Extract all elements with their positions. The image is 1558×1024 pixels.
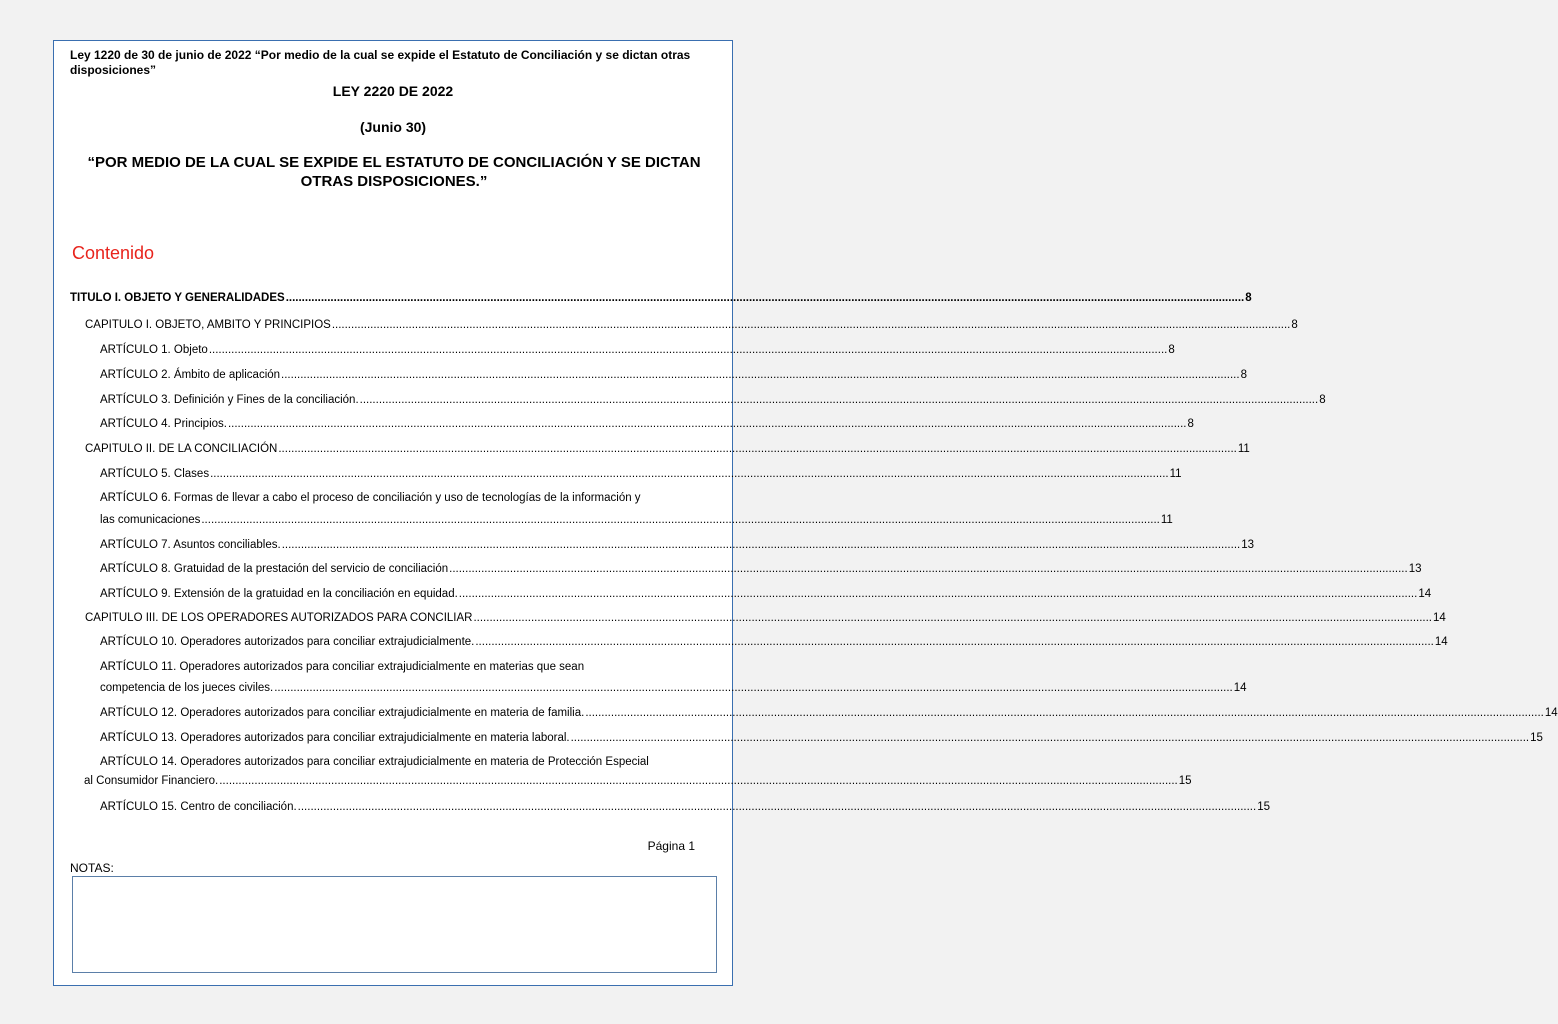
toc-entry-titulo-1[interactable] xyxy=(70,291,1252,306)
toc-leader-dots: ............................................................................................................................................................................................................................................................................................................ xyxy=(473,612,1432,624)
toc-entry-capitulo-2[interactable] xyxy=(85,442,1250,457)
toc-leader-dots: ............................................................................................................................................................................................................................................................................................................ xyxy=(208,344,1168,356)
main-title-line-2: OTRAS DISPOSICIONES.” xyxy=(300,173,488,190)
toc-entry-text: TITULO I. OBJETO Y GENERALIDADES xyxy=(70,292,285,304)
toc-entry-articulo-13[interactable] xyxy=(100,731,1543,746)
toc-entry-page: 11 xyxy=(1237,443,1250,455)
toc-entry-articulo-10[interactable] xyxy=(100,635,1448,650)
toc-entry-page: 8 xyxy=(1168,344,1175,356)
toc-leader-dots: ............................................................................................................................................................................................................................................................................................................ xyxy=(285,292,1245,304)
toc-entry-text: ARTÍCULO 5. Clases xyxy=(100,468,210,480)
toc-entry-page: 8 xyxy=(1240,369,1247,381)
toc-leader-dots: ............................................................................................................................................................................................................................................................................................................ xyxy=(449,563,1408,575)
toc-entry-articulo-1[interactable] xyxy=(100,343,1175,358)
toc-entry-page: 8 xyxy=(1245,292,1252,304)
toc-entry-page: 15 xyxy=(1257,801,1270,813)
toc-entry-text: ARTÍCULO 13. Operadores autorizados para conciliar extrajudicialmente en materia laboral. xyxy=(100,732,570,744)
toc-leader-dots: ............................................................................................................................................................................................................................................................................................................ xyxy=(227,418,1187,430)
toc-entry-text: ARTÍCULO 14. Operadores autorizados para conciliar extrajudicialmente en materia de Protección Especial xyxy=(100,756,649,768)
toc-entry-articulo-12[interactable] xyxy=(100,706,1558,721)
toc-entry-capitulo-3[interactable] xyxy=(85,611,1446,626)
toc-entry-page: 15 xyxy=(1530,732,1543,744)
toc-entry-page: 11 xyxy=(1169,468,1182,480)
toc-leader-dots: ............................................................................................................................................................................................................................................................................................................ xyxy=(278,443,1237,455)
toc-entry-text: ARTÍCULO 7. Asuntos conciliables. xyxy=(100,539,281,551)
toc-entry-text-continued: al Consumidor Financiero. xyxy=(84,775,219,787)
toc-leader-dots: ............................................................................................................................................................................................................................................................................................................ xyxy=(359,394,1319,406)
toc-entry-text: ARTÍCULO 3. Definición y Fines de la conciliación. xyxy=(100,394,359,406)
toc-entry-articulo-3[interactable] xyxy=(100,393,1326,408)
toc-entry-text: CAPITULO II. DE LA CONCILIACIÓN xyxy=(85,443,278,455)
toc-entry-articulo-8[interactable] xyxy=(100,562,1422,577)
toc-entry-articulo-7[interactable] xyxy=(100,538,1255,553)
toc-entry-text: ARTÍCULO 6. Formas de llevar a cabo el proceso de conciliación y uso de tecnologías de la información y xyxy=(100,492,641,504)
law-title: LEY 2220 DE 2022 xyxy=(332,83,454,99)
toc-entry-articulo-15[interactable] xyxy=(100,800,1270,815)
law-date: (Junio 30) xyxy=(359,119,427,135)
toc-entry-page: 13 xyxy=(1241,539,1255,551)
main-title xyxy=(74,153,714,191)
toc-leader-dots: ............................................................................................................................................................................................................................................................................................................ xyxy=(219,775,1178,787)
toc-entry-text: ARTÍCULO 11. Operadores autorizados para conciliar extrajudicialmente en materias que sean xyxy=(100,661,585,673)
toc-entry-articulo-14[interactable] xyxy=(84,755,1192,789)
notes-label: NOTAS: xyxy=(70,861,114,875)
toc-entry-page: 8 xyxy=(1291,319,1298,331)
toc-entry-page: 14 xyxy=(1418,588,1432,600)
toc-leader-dots: ............................................................................................................................................................................................................................................................................................................ xyxy=(585,707,1544,719)
toc-entry-text: ARTÍCULO 8. Gratuidad de la prestación del servicio de conciliación xyxy=(100,563,449,575)
toc-entry-page: 14 xyxy=(1233,682,1247,694)
toc-entry-text: ARTÍCULO 10. Operadores autorizados para conciliar extrajudicialmente. xyxy=(100,636,475,648)
toc-leader-dots: ............................................................................................................................................................................................................................................................................................................ xyxy=(201,514,1160,526)
toc-entry-page: 11 xyxy=(1160,514,1173,526)
toc-entry-text-continued: competencia de los jueces civiles. xyxy=(100,682,274,694)
toc-entry-text: ARTÍCULO 2. Ámbito de aplicación xyxy=(100,369,281,381)
toc-entry-text: ARTÍCULO 4. Principios. xyxy=(100,418,227,430)
toc-entry-page: 14 xyxy=(1544,707,1558,719)
toc-leader-dots: ............................................................................................................................................................................................................................................................................................................ xyxy=(570,732,1530,744)
toc-entry-articulo-9[interactable] xyxy=(100,587,1432,602)
main-title-line-1: “POR MEDIO DE LA CUAL SE EXPIDE EL ESTATUTO DE CONCILIACIÓN Y SE DICTAN xyxy=(87,154,701,171)
document-page xyxy=(53,40,1558,986)
toc-entry-text: ARTÍCULO 9. Extensión de la gratuidad en la conciliación en equidad. xyxy=(100,588,458,600)
toc-leader-dots: ............................................................................................................................................................................................................................................................................................................ xyxy=(297,801,1257,813)
running-header-line-2: disposiciones” xyxy=(70,63,157,77)
toc-leader-dots: ............................................................................................................................................................................................................................................................................................................ xyxy=(210,468,1169,480)
toc-leader-dots: ............................................................................................................................................................................................................................................................................................................ xyxy=(331,319,1291,331)
toc-entry-articulo-5[interactable] xyxy=(100,467,1182,482)
toc-entry-articulo-2[interactable] xyxy=(100,368,1247,383)
toc-entry-text-continued: las comunicaciones xyxy=(100,514,201,526)
toc-entry-capitulo-1[interactable] xyxy=(85,318,1298,333)
toc-leader-dots: ............................................................................................................................................................................................................................................................................................................ xyxy=(281,539,1241,551)
running-header xyxy=(70,48,720,78)
toc-entry-page: 14 xyxy=(1433,612,1446,624)
toc-entry-page: 15 xyxy=(1178,775,1192,787)
toc-leader-dots: ............................................................................................................................................................................................................................................................................................................ xyxy=(475,636,1434,648)
toc-entry-page: 8 xyxy=(1319,394,1326,406)
notes-box[interactable] xyxy=(72,876,717,973)
toc-leader-dots: ............................................................................................................................................................................................................................................................................................................ xyxy=(281,369,1240,381)
toc-entry-page: 13 xyxy=(1408,563,1422,575)
running-header-line-1: Ley 1220 de 30 de junio de 2022 “Por medio de la cual se expide el Estatuto de Conciliación y se dictan otras xyxy=(70,48,691,62)
toc-entry-articulo-11[interactable] xyxy=(100,660,1247,696)
toc-leader-dots: ............................................................................................................................................................................................................................................................................................................ xyxy=(274,682,1233,694)
contents-heading: Contenido xyxy=(72,243,155,263)
page-number: Página 1 xyxy=(647,839,695,853)
toc-entry-page: 14 xyxy=(1434,636,1448,648)
toc-entry-text: ARTÍCULO 1. Objeto xyxy=(100,344,208,356)
toc-entry-text: CAPITULO I. OBJETO, AMBITO Y PRINCIPIOS xyxy=(85,319,331,331)
toc-entry-articulo-6[interactable] xyxy=(100,491,1173,528)
toc-leader-dots: ............................................................................................................................................................................................................................................................................................................ xyxy=(458,588,1418,600)
toc-entry-articulo-4[interactable] xyxy=(100,417,1194,432)
toc-entry-text: ARTÍCULO 15. Centro de conciliación. xyxy=(100,801,297,813)
toc-entry-page: 8 xyxy=(1187,418,1194,430)
toc-entry-text: CAPITULO III. DE LOS OPERADORES AUTORIZADOS PARA CONCILIAR xyxy=(85,612,473,624)
toc-entry-text: ARTÍCULO 12. Operadores autorizados para conciliar extrajudicialmente en materia de familia. xyxy=(100,707,585,719)
